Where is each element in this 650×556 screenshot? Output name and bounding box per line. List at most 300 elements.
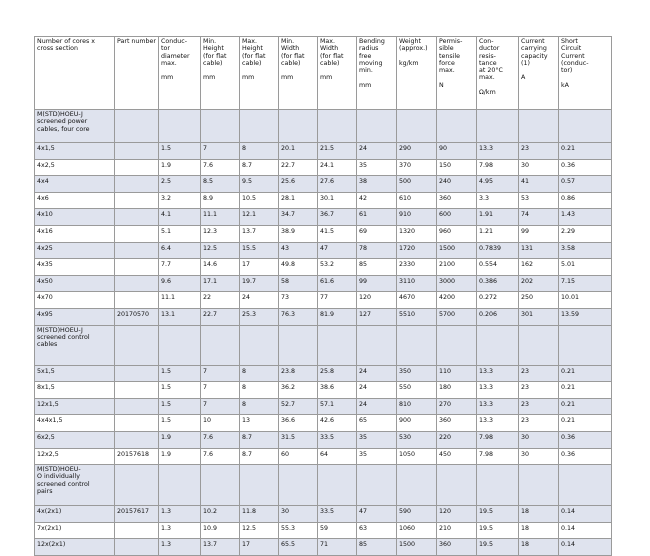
table-row bbox=[35, 176, 612, 193]
row-label: 4x25 bbox=[35, 242, 115, 259]
empty-cell bbox=[519, 325, 559, 365]
column-header: Min. Width (for flat cable) mm bbox=[279, 37, 318, 110]
table-cell: 24 bbox=[357, 143, 397, 160]
table-cell: 10 bbox=[201, 415, 240, 432]
empty-cell bbox=[559, 110, 612, 143]
table-cell: 55.3 bbox=[279, 522, 318, 539]
empty-cell bbox=[201, 110, 240, 143]
table-row bbox=[35, 225, 612, 242]
table-cell: 17.1 bbox=[201, 275, 240, 292]
table-cell bbox=[115, 259, 159, 276]
table-cell: 19.5 bbox=[477, 506, 519, 523]
table-cell: 61 bbox=[357, 209, 397, 226]
section-title: M(STD)HOEU-J screened power cables, four core bbox=[35, 110, 115, 143]
table-cell: 7 bbox=[201, 398, 240, 415]
table-cell: 76.3 bbox=[279, 308, 318, 325]
table-cell: 8 bbox=[240, 143, 279, 160]
table-cell: 9.5 bbox=[240, 176, 279, 193]
section-title: M(STD)HOEU-J screened control cables bbox=[35, 325, 115, 365]
table-cell: 20157617 bbox=[115, 506, 159, 523]
table-cell: 450 bbox=[437, 448, 477, 465]
empty-cell bbox=[357, 325, 397, 365]
row-label: 4x(2x1) bbox=[35, 506, 115, 523]
table-cell: 23 bbox=[519, 365, 559, 382]
table-cell: 71 bbox=[318, 539, 357, 556]
table-cell: 85 bbox=[357, 539, 397, 556]
table-cell: 2.5 bbox=[159, 176, 201, 193]
table-cell: 360 bbox=[437, 415, 477, 432]
table-cell: 0.7839 bbox=[477, 242, 519, 259]
table-cell: 14.6 bbox=[201, 259, 240, 276]
empty-cell bbox=[437, 110, 477, 143]
table-row bbox=[35, 292, 612, 309]
column-header: Weight (approx.) kg/km bbox=[397, 37, 437, 110]
table-cell: 33.5 bbox=[318, 506, 357, 523]
table-cell: 65.5 bbox=[279, 539, 318, 556]
table-cell: 38.9 bbox=[279, 225, 318, 242]
table-cell: 7 bbox=[201, 365, 240, 382]
table-cell: 0.272 bbox=[477, 292, 519, 309]
empty-cell bbox=[357, 110, 397, 143]
table-cell: 0.21 bbox=[559, 365, 612, 382]
table-cell: 47 bbox=[318, 242, 357, 259]
table-cell: 13.3 bbox=[477, 398, 519, 415]
table-cell: 3.58 bbox=[559, 242, 612, 259]
table-cell: 13.59 bbox=[559, 308, 612, 325]
table-cell: 58 bbox=[279, 275, 318, 292]
table-cell bbox=[115, 522, 159, 539]
table-row bbox=[35, 448, 612, 465]
table-cell: 7.6 bbox=[201, 448, 240, 465]
table-cell: 0.21 bbox=[559, 398, 612, 415]
table-cell: 8 bbox=[240, 365, 279, 382]
table-cell: 1.91 bbox=[477, 209, 519, 226]
table-cell: 810 bbox=[397, 398, 437, 415]
table-cell: 38.6 bbox=[318, 382, 357, 399]
section-title-row bbox=[35, 465, 612, 506]
table-cell: 7.98 bbox=[477, 159, 519, 176]
table-row bbox=[35, 242, 612, 259]
table-cell bbox=[115, 159, 159, 176]
table-cell: 0.14 bbox=[559, 522, 612, 539]
table-cell: 150 bbox=[437, 159, 477, 176]
table-cell: 0.14 bbox=[559, 506, 612, 523]
row-label: 4x2,5 bbox=[35, 159, 115, 176]
table-cell: 22 bbox=[201, 292, 240, 309]
table-cell: 9.6 bbox=[159, 275, 201, 292]
row-label: 4x35 bbox=[35, 259, 115, 276]
table-cell: 1500 bbox=[397, 539, 437, 556]
table-cell: 3110 bbox=[397, 275, 437, 292]
table-cell: 0.36 bbox=[559, 431, 612, 448]
table-cell: 110 bbox=[437, 365, 477, 382]
table-cell: 127 bbox=[357, 308, 397, 325]
table-cell bbox=[115, 176, 159, 193]
table-cell bbox=[115, 225, 159, 242]
table-cell: 8 bbox=[240, 398, 279, 415]
table-cell: 64 bbox=[318, 448, 357, 465]
table-cell: 10.5 bbox=[240, 192, 279, 209]
table-cell: 7 bbox=[201, 143, 240, 160]
table-cell: 15.5 bbox=[240, 242, 279, 259]
table-cell: 360 bbox=[437, 192, 477, 209]
column-header: Min. Height (for flat cable) mm bbox=[201, 37, 240, 110]
empty-cell bbox=[279, 110, 318, 143]
table-cell: 30 bbox=[519, 448, 559, 465]
table-cell: 350 bbox=[397, 365, 437, 382]
section-title-row bbox=[35, 325, 612, 365]
table-cell: 36.2 bbox=[279, 382, 318, 399]
table-cell: 210 bbox=[437, 522, 477, 539]
table-cell: 41 bbox=[519, 176, 559, 193]
table-cell: 21.5 bbox=[318, 143, 357, 160]
table-cell: 13.7 bbox=[201, 539, 240, 556]
table-cell: 900 bbox=[397, 415, 437, 432]
table-cell: 1320 bbox=[397, 225, 437, 242]
table-cell: 13.1 bbox=[159, 308, 201, 325]
table-cell: 0.57 bbox=[559, 176, 612, 193]
table-cell: 36.6 bbox=[279, 415, 318, 432]
row-label: 4x50 bbox=[35, 275, 115, 292]
table-cell: 0.206 bbox=[477, 308, 519, 325]
table-cell: 11.1 bbox=[201, 209, 240, 226]
table-cell: 35 bbox=[357, 159, 397, 176]
column-header: Current carrying capacity (1) A bbox=[519, 37, 559, 110]
empty-cell bbox=[437, 465, 477, 506]
table-cell bbox=[115, 398, 159, 415]
row-label: 7x(2x1) bbox=[35, 522, 115, 539]
empty-cell bbox=[240, 465, 279, 506]
row-label: 4x4x1,5 bbox=[35, 415, 115, 432]
column-header: Conduc- tor diameter max. mm bbox=[159, 37, 201, 110]
table-cell: 3.3 bbox=[477, 192, 519, 209]
table-row bbox=[35, 431, 612, 448]
table-cell bbox=[115, 209, 159, 226]
table-cell: 8.7 bbox=[240, 431, 279, 448]
table-row bbox=[35, 522, 612, 539]
table-row bbox=[35, 398, 612, 415]
table-cell: 1500 bbox=[437, 242, 477, 259]
empty-cell bbox=[397, 110, 437, 143]
empty-cell bbox=[115, 325, 159, 365]
empty-cell bbox=[279, 465, 318, 506]
empty-cell bbox=[240, 325, 279, 365]
table-cell: 17 bbox=[240, 259, 279, 276]
empty-cell bbox=[477, 110, 519, 143]
row-label: 12x(2x1) bbox=[35, 539, 115, 556]
table-cell: 270 bbox=[437, 398, 477, 415]
table-cell: 7.7 bbox=[159, 259, 201, 276]
table-cell: 30.1 bbox=[318, 192, 357, 209]
table-cell: 5.01 bbox=[559, 259, 612, 276]
table-cell: 20170570 bbox=[115, 308, 159, 325]
table-cell: 1.5 bbox=[159, 415, 201, 432]
table-cell: 23.8 bbox=[279, 365, 318, 382]
table-cell: 10.01 bbox=[559, 292, 612, 309]
table-cell: 7.98 bbox=[477, 431, 519, 448]
empty-cell bbox=[318, 465, 357, 506]
table-cell: 301 bbox=[519, 308, 559, 325]
empty-cell bbox=[477, 465, 519, 506]
table-cell: 6.4 bbox=[159, 242, 201, 259]
table-cell: 0.14 bbox=[559, 539, 612, 556]
table-cell: 600 bbox=[437, 209, 477, 226]
table-cell: 5700 bbox=[437, 308, 477, 325]
table-cell: 24 bbox=[357, 365, 397, 382]
row-label: 4x6 bbox=[35, 192, 115, 209]
row-label: 4x1,5 bbox=[35, 143, 115, 160]
table-cell: 4.1 bbox=[159, 209, 201, 226]
table-cell: 13.7 bbox=[240, 225, 279, 242]
table-cell: 69 bbox=[357, 225, 397, 242]
table-cell: 1.9 bbox=[159, 448, 201, 465]
empty-cell bbox=[559, 325, 612, 365]
table-cell: 99 bbox=[357, 275, 397, 292]
table-cell: 8.5 bbox=[201, 176, 240, 193]
table-cell: 17 bbox=[240, 539, 279, 556]
table-cell: 290 bbox=[397, 143, 437, 160]
table-cell: 20.1 bbox=[279, 143, 318, 160]
table-cell: 1.5 bbox=[159, 398, 201, 415]
empty-cell bbox=[159, 110, 201, 143]
table-cell: 12.5 bbox=[201, 242, 240, 259]
table-cell: 4.95 bbox=[477, 176, 519, 193]
row-label: 4x4 bbox=[35, 176, 115, 193]
table-cell: 43 bbox=[279, 242, 318, 259]
table-cell: 1.21 bbox=[477, 225, 519, 242]
table-cell: 0.21 bbox=[559, 415, 612, 432]
table-cell: 81.9 bbox=[318, 308, 357, 325]
table-cell: 370 bbox=[397, 159, 437, 176]
table-cell: 59 bbox=[318, 522, 357, 539]
empty-cell bbox=[357, 465, 397, 506]
table-cell: 240 bbox=[437, 176, 477, 193]
table-cell: 0.36 bbox=[559, 159, 612, 176]
table-cell: 550 bbox=[397, 382, 437, 399]
table-cell: 10.2 bbox=[201, 506, 240, 523]
table-cell: 30 bbox=[519, 159, 559, 176]
table-cell: 19.5 bbox=[477, 539, 519, 556]
table-cell: 8 bbox=[240, 382, 279, 399]
table-cell: 1.5 bbox=[159, 365, 201, 382]
table-cell: 1.9 bbox=[159, 159, 201, 176]
table-cell: 19.7 bbox=[240, 275, 279, 292]
table-cell: 1.3 bbox=[159, 506, 201, 523]
table-cell: 3.2 bbox=[159, 192, 201, 209]
table-cell: 131 bbox=[519, 242, 559, 259]
table-cell bbox=[115, 292, 159, 309]
table-cell: 73 bbox=[279, 292, 318, 309]
table-cell: 1.3 bbox=[159, 539, 201, 556]
table-cell: 1.3 bbox=[159, 522, 201, 539]
empty-cell bbox=[159, 465, 201, 506]
table-cell: 33.5 bbox=[318, 431, 357, 448]
table-cell: 22.7 bbox=[201, 308, 240, 325]
column-header: Max. Height (for flat cable) mm bbox=[240, 37, 279, 110]
table-cell bbox=[115, 275, 159, 292]
empty-cell bbox=[519, 110, 559, 143]
table-cell: 162 bbox=[519, 259, 559, 276]
table-cell: 19.5 bbox=[477, 522, 519, 539]
empty-cell bbox=[477, 325, 519, 365]
table-cell: 8.9 bbox=[201, 192, 240, 209]
column-header: Part number bbox=[115, 37, 159, 110]
table-cell: 220 bbox=[437, 431, 477, 448]
table-cell: 25.3 bbox=[240, 308, 279, 325]
table-cell bbox=[115, 539, 159, 556]
table-cell: 7.6 bbox=[201, 431, 240, 448]
table-cell: 530 bbox=[397, 431, 437, 448]
table-cell bbox=[115, 365, 159, 382]
table-cell: 10.9 bbox=[201, 522, 240, 539]
table-cell: 7 bbox=[201, 382, 240, 399]
row-label: 5x1,5 bbox=[35, 365, 115, 382]
row-label: 12x2,5 bbox=[35, 448, 115, 465]
table-cell: 18 bbox=[519, 539, 559, 556]
table-cell: 74 bbox=[519, 209, 559, 226]
empty-cell bbox=[397, 325, 437, 365]
table-cell: 0.386 bbox=[477, 275, 519, 292]
table-row bbox=[35, 382, 612, 399]
table-cell: 25.8 bbox=[318, 365, 357, 382]
table-cell: 35 bbox=[357, 448, 397, 465]
cable-spec-table bbox=[34, 36, 612, 556]
table-cell: 53 bbox=[519, 192, 559, 209]
table-cell: 0.21 bbox=[559, 382, 612, 399]
table-cell: 24 bbox=[357, 382, 397, 399]
table-cell: 38 bbox=[357, 176, 397, 193]
table-cell: 250 bbox=[519, 292, 559, 309]
table-cell: 11.1 bbox=[159, 292, 201, 309]
table-cell bbox=[115, 143, 159, 160]
table-cell: 13.3 bbox=[477, 415, 519, 432]
table-cell: 41.5 bbox=[318, 225, 357, 242]
table-cell: 28.1 bbox=[279, 192, 318, 209]
table-row bbox=[35, 259, 612, 276]
column-header: Bending radius free moving min. mm bbox=[357, 37, 397, 110]
table-cell: 65 bbox=[357, 415, 397, 432]
table-row bbox=[35, 159, 612, 176]
table-cell: 180 bbox=[437, 382, 477, 399]
row-label: 4x70 bbox=[35, 292, 115, 309]
table-cell: 0.36 bbox=[559, 448, 612, 465]
row-label: 12x1,5 bbox=[35, 398, 115, 415]
table-cell: 13 bbox=[240, 415, 279, 432]
section-title: M(STD)HOEU- O individually screened control pairs bbox=[35, 465, 115, 506]
table-cell: 85 bbox=[357, 259, 397, 276]
table-row bbox=[35, 308, 612, 325]
table-cell: 42 bbox=[357, 192, 397, 209]
table-cell: 8.7 bbox=[240, 448, 279, 465]
column-header: Con- ductor resis- tance at 20°C max. Ω/km bbox=[477, 37, 519, 110]
table-cell: 23 bbox=[519, 398, 559, 415]
table-cell: 1.5 bbox=[159, 382, 201, 399]
section-title-row bbox=[35, 110, 612, 143]
table-cell: 23 bbox=[519, 415, 559, 432]
table-cell: 960 bbox=[437, 225, 477, 242]
table-cell: 610 bbox=[397, 192, 437, 209]
table-cell: 12.5 bbox=[240, 522, 279, 539]
table-cell: 13.3 bbox=[477, 382, 519, 399]
empty-cell bbox=[159, 325, 201, 365]
table-cell: 23 bbox=[519, 143, 559, 160]
row-label: 6x2,5 bbox=[35, 431, 115, 448]
table-cell: 12.1 bbox=[240, 209, 279, 226]
table-cell: 1.9 bbox=[159, 431, 201, 448]
table-cell: 3000 bbox=[437, 275, 477, 292]
table-row bbox=[35, 365, 612, 382]
table-cell: 18 bbox=[519, 506, 559, 523]
table-cell: 1720 bbox=[397, 242, 437, 259]
table-cell bbox=[115, 431, 159, 448]
table-cell: 13.3 bbox=[477, 365, 519, 382]
table-cell: 360 bbox=[437, 539, 477, 556]
table-row bbox=[35, 539, 612, 556]
empty-cell bbox=[201, 465, 240, 506]
table-cell: 90 bbox=[437, 143, 477, 160]
column-header: Max. Width (for flat cable) mm bbox=[318, 37, 357, 110]
table-cell: 4200 bbox=[437, 292, 477, 309]
table-row bbox=[35, 506, 612, 523]
table-cell bbox=[115, 415, 159, 432]
table-cell: 49.8 bbox=[279, 259, 318, 276]
empty-cell bbox=[279, 325, 318, 365]
table-cell: 63 bbox=[357, 522, 397, 539]
empty-cell bbox=[318, 110, 357, 143]
empty-cell bbox=[559, 465, 612, 506]
table-cell: 5.1 bbox=[159, 225, 201, 242]
column-header: Number of cores x cross section bbox=[35, 37, 115, 110]
table-cell: 99 bbox=[519, 225, 559, 242]
table-cell: 2100 bbox=[437, 259, 477, 276]
table-cell: 2.29 bbox=[559, 225, 612, 242]
row-label: 4x16 bbox=[35, 225, 115, 242]
column-header: Short Circuit Current (conduc- tor) kA bbox=[559, 37, 612, 110]
empty-cell bbox=[115, 110, 159, 143]
table-cell: 5510 bbox=[397, 308, 437, 325]
table-cell: 4670 bbox=[397, 292, 437, 309]
empty-cell bbox=[201, 325, 240, 365]
table-cell: 7.6 bbox=[201, 159, 240, 176]
table-cell: 24 bbox=[357, 398, 397, 415]
table-cell bbox=[115, 242, 159, 259]
table-cell: 60 bbox=[279, 448, 318, 465]
table-cell: 77 bbox=[318, 292, 357, 309]
empty-cell bbox=[318, 325, 357, 365]
table-cell: 910 bbox=[397, 209, 437, 226]
table-cell: 0.554 bbox=[477, 259, 519, 276]
table-cell: 7.15 bbox=[559, 275, 612, 292]
table-cell: 52.7 bbox=[279, 398, 318, 415]
table-row bbox=[35, 415, 612, 432]
table-cell: 27.6 bbox=[318, 176, 357, 193]
table-cell: 31.5 bbox=[279, 431, 318, 448]
table-cell: 30 bbox=[519, 431, 559, 448]
table-cell: 590 bbox=[397, 506, 437, 523]
table-row bbox=[35, 192, 612, 209]
empty-cell bbox=[397, 465, 437, 506]
table-cell: 1.5 bbox=[159, 143, 201, 160]
table-cell: 36.7 bbox=[318, 209, 357, 226]
table-cell: 12.3 bbox=[201, 225, 240, 242]
empty-cell bbox=[437, 325, 477, 365]
empty-cell bbox=[115, 465, 159, 506]
table-cell: 18 bbox=[519, 522, 559, 539]
table-cell: 35 bbox=[357, 431, 397, 448]
header-row bbox=[35, 37, 612, 110]
table-cell: 202 bbox=[519, 275, 559, 292]
table-row bbox=[35, 209, 612, 226]
